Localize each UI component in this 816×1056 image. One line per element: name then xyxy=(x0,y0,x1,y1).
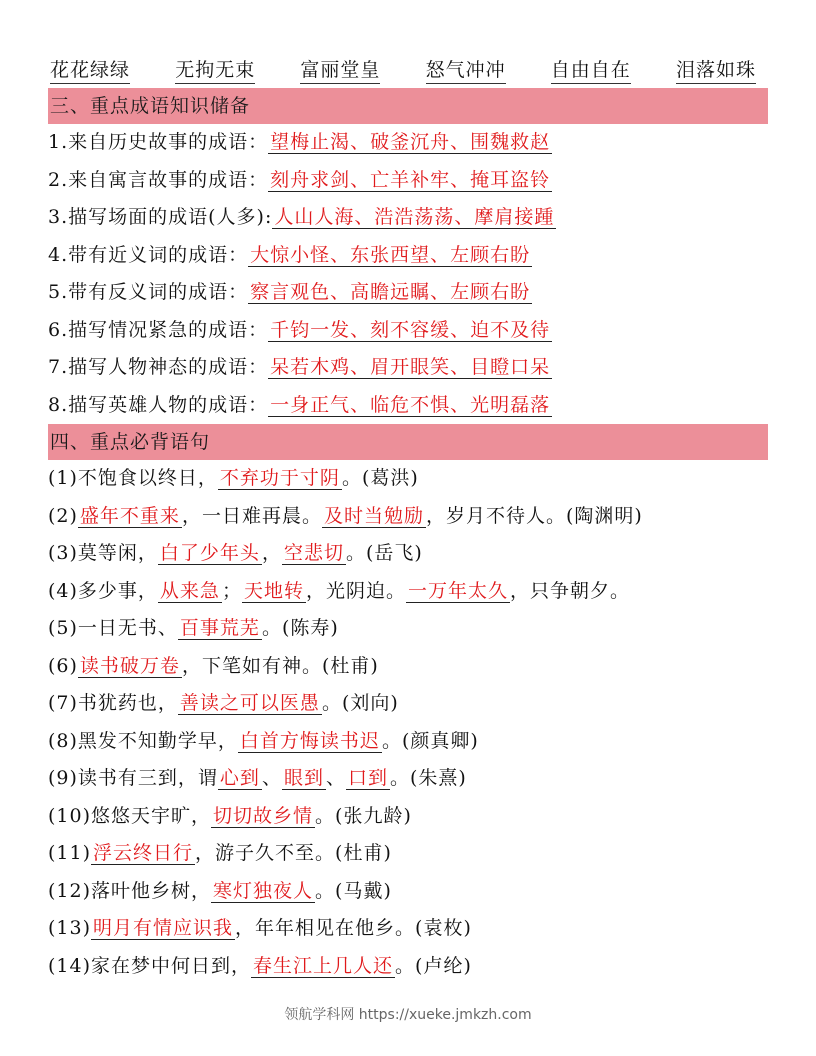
quote-answer: 百事荒芜 xyxy=(179,617,260,639)
quote-text: (9)读书有三到，谓 xyxy=(48,767,218,789)
quote-text: 。(卢纶) xyxy=(395,954,472,977)
quote-answer: 善读之可以医愚 xyxy=(179,692,320,714)
document-page xyxy=(48,52,768,985)
idiom-category-line xyxy=(48,387,768,425)
idiom-category-line xyxy=(48,274,768,312)
idiom-item: 无拘无束 xyxy=(175,57,255,84)
quote-text: (10)悠悠天宇旷， xyxy=(48,804,212,827)
quote-text: ， xyxy=(261,542,282,564)
quote-text: (11) xyxy=(48,842,92,864)
quote-line xyxy=(48,498,768,536)
quote-text: (1)不饱食以终日， xyxy=(48,467,218,489)
idiom-item: 泪落如珠 xyxy=(676,57,756,84)
idiom-item: 花花绿绿 xyxy=(50,57,130,84)
category-label: 8.描写英雄人物的成语： xyxy=(48,393,269,416)
category-label: 6.描写情况紧急的成语： xyxy=(48,318,269,341)
category-answer: 一身正气、临危不惧、光明磊落 xyxy=(270,393,551,416)
idiom-category-line xyxy=(48,162,768,200)
top-idiom-row xyxy=(48,52,768,88)
quote-text: ，游子久不至。(杜甫) xyxy=(195,842,392,864)
quote-text: (14)家在梦中何日到， xyxy=(48,954,252,977)
idiom-category-line xyxy=(48,312,768,350)
quote-text: 。(岳飞) xyxy=(345,542,423,564)
section-3-list xyxy=(48,124,768,424)
quote-answer: 空悲切 xyxy=(283,542,344,564)
category-answer: 呆若木鸡、眉开眼笑、目瞪口呆 xyxy=(270,356,551,378)
category-label: 1.来自历史故事的成语： xyxy=(48,131,269,153)
quote-answer: 口到 xyxy=(347,767,388,789)
quote-text: ，下笔如有神。(杜甫) xyxy=(181,654,379,677)
quote-text: 。(葛洪) xyxy=(341,467,419,489)
quote-text: (7)书犹药也， xyxy=(48,692,178,714)
category-answer: 刻舟求剑、亡羊补牢、掩耳盗铃 xyxy=(270,168,551,191)
quote-line xyxy=(48,910,768,948)
category-answer: 望梅止渴、破釜沉舟、围魏救赵 xyxy=(270,131,551,153)
category-label: 5.带有反义词的成语： xyxy=(48,281,249,303)
quote-text: (13) xyxy=(48,917,92,939)
quote-line xyxy=(48,948,768,986)
quote-answer: 不弃功于寸阴 xyxy=(219,467,340,489)
category-answer: 千钧一发、刻不容缓、迫不及待 xyxy=(270,318,551,341)
quote-text: ，光阴迫。 xyxy=(305,579,406,602)
category-label: 7.描写人物神态的成语： xyxy=(48,356,269,378)
quote-answer: 眼到 xyxy=(283,767,324,789)
quote-line xyxy=(48,760,768,798)
quote-text: 、 xyxy=(325,767,346,789)
quote-line xyxy=(48,573,768,611)
quote-text: (4)多少事， xyxy=(48,579,158,602)
quote-answer: 寒灯独夜人 xyxy=(213,879,314,902)
quote-answer: 春生江上几人还 xyxy=(253,954,394,977)
quote-answer: 心到 xyxy=(219,767,260,789)
quote-text: ，岁月不待人。(陶渊明) xyxy=(425,504,643,527)
idiom-item: 自由自在 xyxy=(551,57,631,84)
quote-answer: 切切故乡情 xyxy=(213,804,314,827)
footer-watermark: 领航学科网 https://xueke.jmkzh.com xyxy=(284,1007,532,1023)
quote-line xyxy=(48,610,768,648)
section-4-list xyxy=(48,460,768,985)
quote-text: ； xyxy=(221,579,242,602)
category-label: 4.带有近义词的成语： xyxy=(48,243,249,266)
quote-text: 。(朱熹) xyxy=(390,767,467,789)
category-answer: 大惊小怪、东张西望、左顾右盼 xyxy=(250,243,531,266)
quote-text: (5)一日无书、 xyxy=(48,617,178,639)
quote-answer: 从来急 xyxy=(159,579,220,602)
quote-text: (8)黑发不知勤学早， xyxy=(48,729,238,752)
quote-answer: 明月有情应识我 xyxy=(93,917,234,939)
quote-line xyxy=(48,460,768,498)
quote-line xyxy=(48,535,768,573)
quote-answer: 白首方悔读书迟 xyxy=(239,729,380,752)
idiom-category-line xyxy=(48,124,768,162)
quote-text: 。(马戴) xyxy=(315,879,392,902)
quote-text: 。(陈寿) xyxy=(261,617,339,639)
quote-answer: 天地转 xyxy=(243,579,304,602)
quote-line xyxy=(48,873,768,911)
idiom-item: 怒气冲冲 xyxy=(426,57,506,84)
quote-text: ，一日难再晨。 xyxy=(181,504,322,527)
quote-answer: 白了少年头 xyxy=(159,542,260,564)
quote-line xyxy=(48,648,768,686)
quote-text: (6) xyxy=(48,654,78,677)
quote-text: ，年年相见在他乡。(袁枚) xyxy=(235,917,472,939)
quote-answer: 一万年太久 xyxy=(407,579,508,602)
quote-text: ，只争朝夕。 xyxy=(510,579,631,602)
quote-answer: 及时当勉励 xyxy=(323,504,424,527)
quote-text: 。(张九龄) xyxy=(315,804,412,827)
quote-line xyxy=(48,723,768,761)
idiom-category-line xyxy=(48,349,768,387)
quote-text: 、 xyxy=(261,767,282,789)
category-label: 2.来自寓言故事的成语： xyxy=(48,168,269,191)
category-label: 3.描写场面的成语(人多): xyxy=(48,206,273,228)
quote-text: (2) xyxy=(48,504,78,527)
idiom-category-line xyxy=(48,199,768,237)
quote-text: (3)莫等闲， xyxy=(48,542,158,564)
quote-answer: 读书破万卷 xyxy=(79,654,180,677)
idiom-item: 富丽堂皇 xyxy=(300,57,380,84)
category-answer: 人山人海、浩浩荡荡、摩肩接踵 xyxy=(274,206,555,228)
category-answer: 察言观色、高瞻远瞩、左顾右盼 xyxy=(250,281,531,303)
quote-line xyxy=(48,835,768,873)
quote-text: (12)落叶他乡树， xyxy=(48,879,212,902)
quote-answer: 浮云终日行 xyxy=(93,842,194,864)
section-3-header: 三、重点成语知识储备 xyxy=(48,88,768,124)
idiom-category-line xyxy=(48,237,768,275)
quote-answer: 盛年不重来 xyxy=(79,504,180,527)
section-4-header: 四、重点必背语句 xyxy=(48,424,768,460)
quote-line xyxy=(48,798,768,836)
quote-line xyxy=(48,685,768,723)
quote-text: 。(刘向) xyxy=(321,692,399,714)
quote-text: 。(颜真卿) xyxy=(381,729,479,752)
